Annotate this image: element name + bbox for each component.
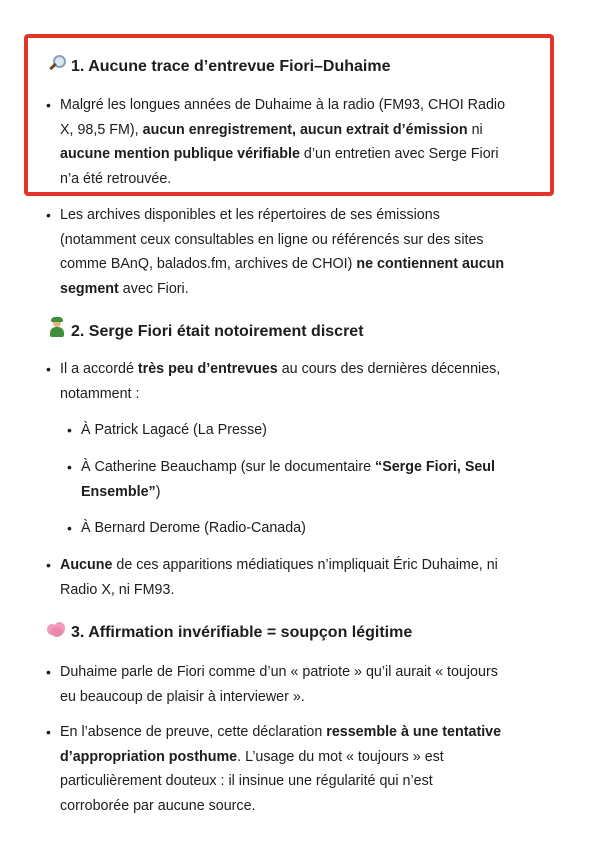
- bullet-marker: •: [46, 664, 51, 680]
- list-item: • Aucune de ces apparitions médiatiques n’impliquait Éric Duhaime, ni Radio X, ni FM93.: [60, 553, 540, 602]
- bullet-marker: •: [46, 207, 51, 223]
- section-heading-3: [46, 621, 412, 644]
- list-item: • Les archives disponibles et les répertoires de ses émissions (notamment ceux consultables en ligne ou référencés sur des sites comme BAnQ, balados.fm, archives de CHOI) ne contiennent aucun segment avec Fiori.: [60, 203, 540, 301]
- brain-icon: [46, 621, 67, 644]
- bullet-marker: •: [46, 557, 51, 573]
- section-title: 2. Serge Fiori était notoirement discret: [71, 322, 364, 340]
- section-title: 1. Aucune trace d’entrevue Fiori–Duhaime: [71, 57, 391, 75]
- bullet-marker: •: [46, 724, 51, 740]
- section-heading-1: [46, 54, 391, 79]
- sub-list-item: • À Patrick Lagacé (La Presse): [81, 418, 561, 443]
- person-icon: [46, 318, 67, 345]
- bullet-marker: •: [67, 422, 72, 438]
- list-item: • Il a accordé très peu d’entrevues au cours des dernières décennies, notamment :: [60, 357, 540, 406]
- magnifier-icon: [46, 54, 67, 79]
- bullet-marker: •: [67, 459, 72, 475]
- list-item: • Duhaime parle de Fiori comme d’un « patriote » qu’il aurait « toujours eu beaucoup de plaisir à interviewer ».: [60, 660, 540, 709]
- sub-list-item: • À Catherine Beauchamp (sur le documentaire “Serge Fiori, Seul Ensemble”): [81, 455, 561, 504]
- bullet-marker: •: [46, 97, 51, 113]
- bullet-marker: •: [67, 520, 72, 536]
- section-title: 3. Affirmation invérifiable = soupçon légitime: [71, 623, 413, 641]
- list-item: • Malgré les longues années de Duhaime à la radio (FM93, CHOI Radio X, 98,5 FM), aucun enregistrement, aucun extrait d’émission ni aucune mention publique vérifiable d’un entretien avec Serge Fiori n’a été retrouvée.: [60, 93, 540, 191]
- sub-list-item: • À Bernard Derome (Radio-Canada): [81, 516, 561, 541]
- section-heading-2: [46, 318, 364, 345]
- bullet-marker: •: [46, 361, 51, 377]
- list-item: • En l’absence de preuve, cette déclaration ressemble à une tentative d’appropriation posthume. L’usage du mot « toujours » est particulièrement douteux : il insinue une régularité qui n’est corroborée par aucune source.: [60, 720, 540, 818]
